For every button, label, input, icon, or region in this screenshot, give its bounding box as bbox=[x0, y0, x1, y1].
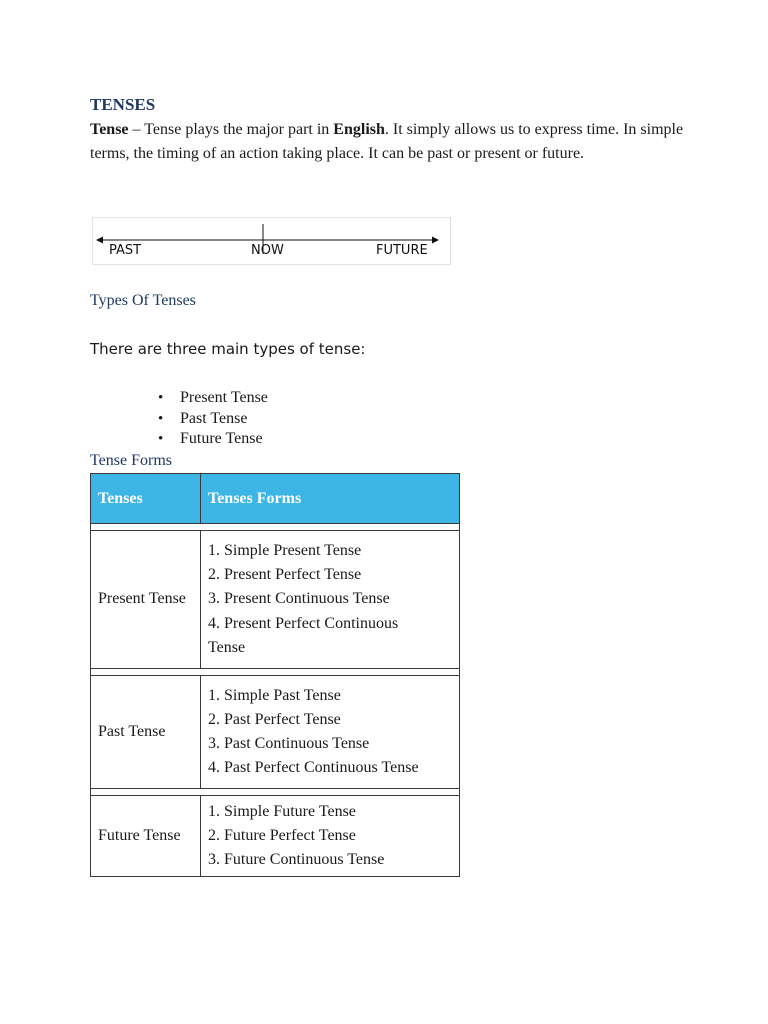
form-item: 1. Simple Past Tense bbox=[208, 686, 341, 704]
row-gap bbox=[91, 524, 460, 531]
tense-cell bbox=[91, 676, 201, 789]
form-item: 2. Future Perfect Tense bbox=[208, 826, 356, 844]
form-item: 1. Simple Future Tense bbox=[208, 802, 356, 820]
tense-name: Present Tense bbox=[98, 590, 186, 608]
form-item: 3. Present Continuous Tense bbox=[208, 590, 390, 608]
table-header-row bbox=[91, 474, 460, 524]
types-intro: There are three main types of tense: bbox=[90, 340, 366, 358]
table-row bbox=[91, 531, 460, 669]
form-item: 4. Present Perfect Continuous Tense bbox=[208, 614, 399, 656]
header-tenses: Tenses bbox=[91, 474, 201, 524]
form-item: 4. Past Perfect Continuous Tense bbox=[208, 759, 419, 777]
form-item: 1. Simple Present Tense bbox=[208, 541, 362, 559]
forms-cell bbox=[201, 676, 460, 789]
table-row bbox=[91, 676, 460, 789]
form-item: 2. Past Perfect Tense bbox=[208, 710, 341, 728]
intro-bold-word: English bbox=[333, 121, 385, 138]
tense-cell bbox=[91, 531, 201, 669]
row-gap bbox=[91, 789, 460, 796]
form-item: 2. Present Perfect Tense bbox=[208, 566, 362, 584]
intro-term: Tense bbox=[90, 121, 129, 138]
timeline-past-label: PAST bbox=[109, 243, 142, 258]
list-item: • Future Tense bbox=[158, 429, 268, 450]
forms-cell bbox=[201, 796, 460, 877]
forms-heading: Tense Forms bbox=[90, 452, 172, 469]
table-row bbox=[91, 796, 460, 877]
form-item: 3. Past Continuous Tense bbox=[208, 735, 370, 752]
forms-cell bbox=[201, 531, 460, 669]
intro-text-1: – Tense plays the major part in bbox=[128, 121, 334, 138]
list-item: • Present Tense bbox=[158, 388, 268, 409]
tense-cell bbox=[91, 796, 201, 877]
page-title: TENSES bbox=[90, 95, 156, 114]
tense-name: Future Tense bbox=[98, 826, 181, 844]
form-item: 3. Future Continuous Tense bbox=[208, 851, 385, 869]
timeline-diagram bbox=[92, 217, 451, 265]
timeline-now-label: NOW bbox=[251, 243, 284, 258]
intro-paragraph bbox=[90, 118, 690, 165]
tense-name: Past Tense bbox=[98, 722, 166, 740]
timeline-future-label: FUTURE bbox=[376, 243, 428, 258]
types-list bbox=[158, 388, 268, 450]
tense-forms-table bbox=[90, 473, 460, 877]
header-tenses-forms: Tenses Forms bbox=[201, 474, 460, 524]
list-item: • Past Tense bbox=[158, 409, 268, 430]
intro-text-2: . It simply allows us to express time. In simple terms, the timing of an action taking place. It can be past or present or future. bbox=[90, 121, 684, 162]
row-gap bbox=[91, 669, 460, 676]
types-heading: Types Of Tenses bbox=[90, 292, 196, 309]
